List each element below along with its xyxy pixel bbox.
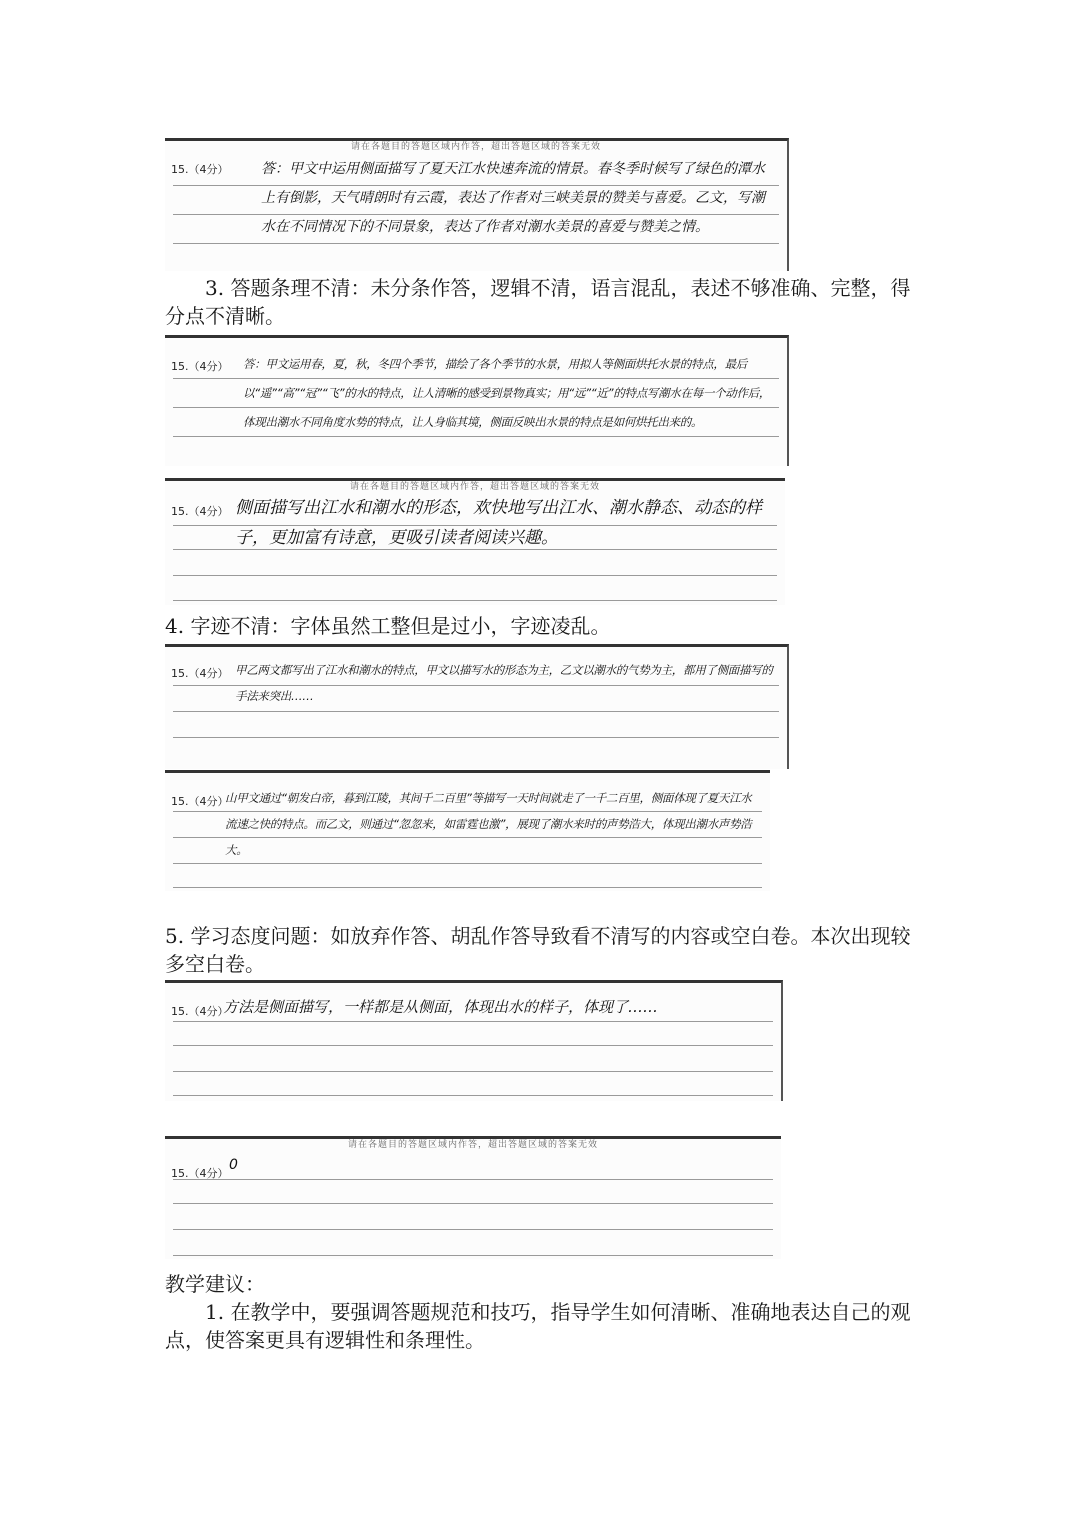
question-label: 15.（4分）	[171, 360, 229, 373]
answer-rule	[173, 863, 762, 864]
handwritten-answer: 甲乙两文都写出了江水和潮水的特点，甲文以描写水的形态为主，乙文以潮水的气势为主，都用了侧面描写的手法来突出……	[235, 663, 773, 703]
question-label: 15.（4分）	[171, 505, 229, 518]
answer-sheet-5	[165, 770, 770, 891]
suggestion-1: 1. 在教学中，要强调答题规范和技巧，指导学生如何清晰、准确地表达自己的观点，使答案更具有逻辑性和条理性。	[165, 1300, 911, 1352]
question-label: 15.（4分）	[171, 1167, 229, 1180]
answer-sheet-4	[165, 644, 789, 769]
handwritten-answer: 答：甲文中运用侧面描写了夏天江水快速奔流的情景。春冬季时候写了绿色的潭水上有倒影，天气晴朗时有云霞，表达了作者对三峡美景的赞美与喜爱。乙文，写潮水在不同情况下的不同景象，表达了作者对潮水美景的喜爱与赞美之情。	[261, 161, 765, 235]
question-label: 15.（4分）	[171, 163, 229, 176]
handwritten-answer: 方法是侧面描写，一样都是从侧面，体现出水的样子，体现了……	[223, 998, 659, 1016]
answer-rule	[173, 1255, 773, 1256]
paragraph-3: 3. 答题条理不清：未分条作答，逻辑不清，语言混乱，表述不够准确、完整，得分点不清晰。	[165, 276, 911, 328]
answer-rule	[173, 1071, 773, 1072]
sheet-header: 请在各题目的答题区域内作答，超出答题区域的答案无效	[350, 142, 601, 152]
sheet-header: 请在各题目的答题区域内作答，超出答题区域的答案无效	[347, 1140, 598, 1150]
answer-sheet-3	[165, 478, 785, 605]
answer-sheet-7	[165, 1136, 781, 1259]
suggestion-heading: 教学建议：	[165, 1272, 265, 1296]
answer-rule	[173, 575, 777, 576]
answer-rule	[173, 600, 777, 601]
handwritten-answer: 侧面描写出江水和潮水的形态，欢快地写出江水、潮水静态、动态的样子，更加富有诗意，更吸引读者阅读兴趣。	[235, 498, 762, 548]
paragraph-4: 4. 字迹不清：字体虽然工整但是过小，字迹凌乱。	[165, 614, 611, 638]
answer-rule	[173, 243, 779, 244]
answer-sheet-6	[165, 980, 783, 1101]
answer-rule	[173, 887, 762, 888]
question-label: 15.（4分）	[171, 1005, 229, 1018]
answer-rule	[173, 1095, 773, 1096]
answer-rule	[173, 1229, 773, 1230]
answer-sheet-1	[165, 138, 789, 271]
question-label: 15.（4分）	[171, 795, 229, 808]
question-label: 15.（4分）	[171, 667, 229, 680]
answer-rule	[173, 1045, 773, 1046]
answer-sheet-2	[165, 335, 789, 466]
paragraph-5: 5. 学习态度问题：如放弃作答、胡乱作答导致看不清写的内容或空白卷。本次出现较多空白卷。	[165, 924, 911, 976]
answer-rule	[173, 1203, 773, 1204]
handwritten-answer: 答：甲文运用春，夏，秋，冬四个季节，描绘了各个季节的水景，用拟人等侧面烘托水景的特点，最后以“遥”“高”“冠”“飞”的水的特点，让人清晰的感受到景物真实；用“远”“近”的特点写潮水在每一个动作后，体现出潮水不同角度水势的特点，让人身临其境，侧面反映出水景的特点是如何烘托出来的。	[243, 357, 771, 429]
handwritten-answer: 0	[229, 1157, 238, 1173]
sheet-header: 请在各题目的答题区域内作答，超出答题区域的答案无效	[349, 482, 600, 492]
answer-rule	[173, 711, 779, 712]
handwritten-answer: 山甲文通过“朝发白帝，暮到江陵，其间千二百里”等描写一天时间就走了一千二百里，侧面体现了夏天江水流速之快的特点。而乙文，则通过“忽忽来，如雷霆也激”，展现了潮水来时的声势浩大，体现出潮水声势浩大。	[225, 791, 752, 857]
answer-rule	[173, 737, 779, 738]
